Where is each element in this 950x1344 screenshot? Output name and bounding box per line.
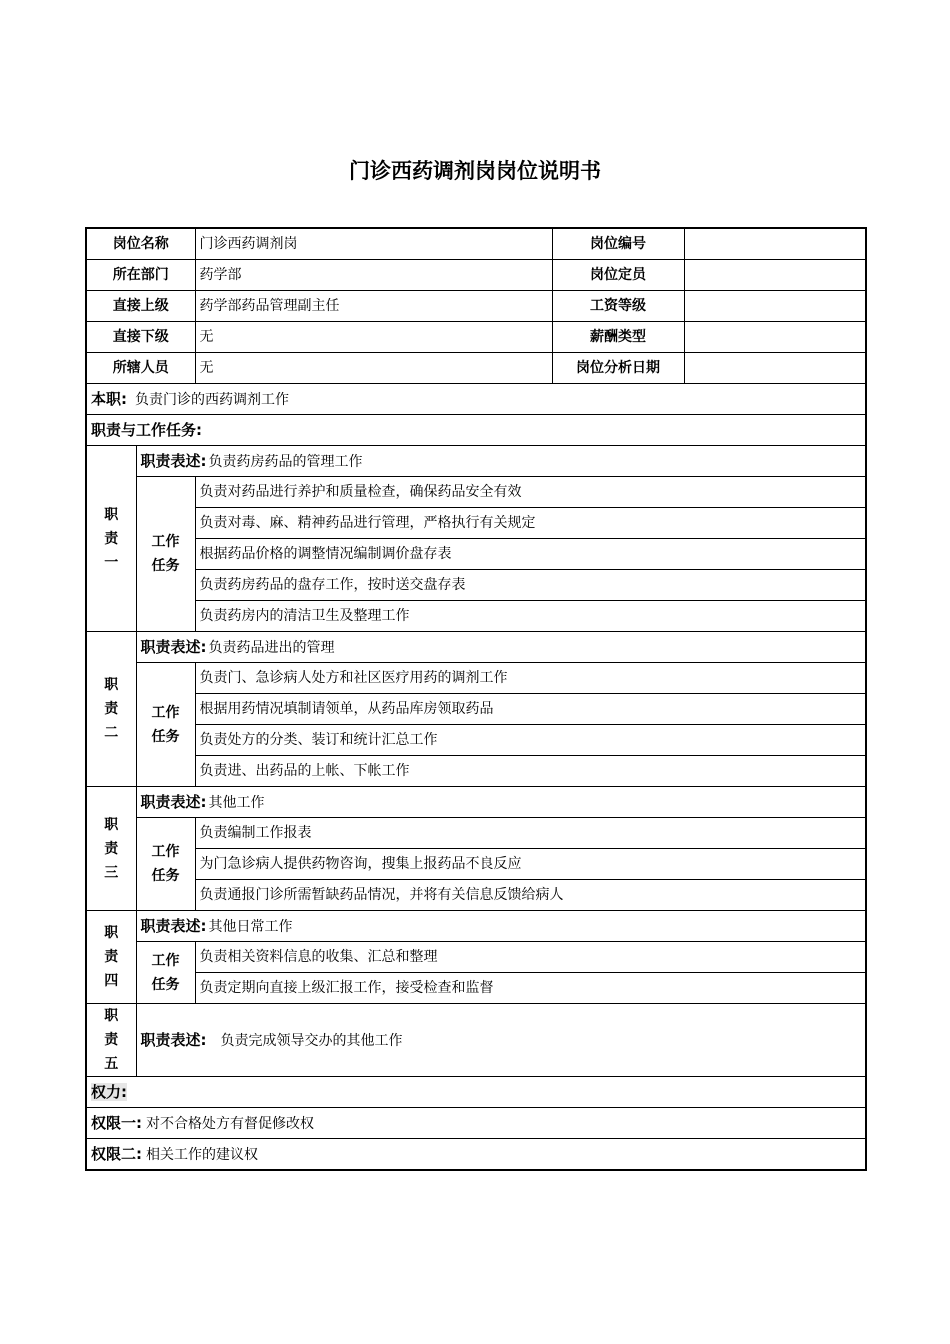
duty-statement — [136, 787, 866, 818]
authority-label: 权力: — [91, 1082, 127, 1101]
field-value — [684, 260, 866, 291]
duty-statement-row — [86, 911, 866, 942]
duty-statement-text: 负责完成领导交办的其他工作 — [220, 1032, 403, 1049]
task-label-text: 工作 任务 — [151, 844, 180, 884]
field-label: 直接上级 — [86, 291, 195, 322]
task-row — [86, 756, 866, 787]
task-text: 负责编制工作报表 — [195, 818, 866, 849]
duty-statement-text: 负责药房药品的管理工作 — [208, 453, 363, 470]
task-text: 根据药品价格的调整情况编制调价盘存表 — [195, 539, 866, 570]
field-label: 岗位定员 — [552, 260, 684, 291]
task-row — [86, 477, 866, 508]
header-row — [86, 291, 866, 322]
duty-statement-row — [86, 787, 866, 818]
duty-statement-row — [86, 446, 866, 477]
duty-name — [86, 446, 136, 632]
authority-item-label: 权限二: — [91, 1144, 142, 1163]
task-row — [86, 663, 866, 694]
field-label: 薪酬类型 — [552, 322, 684, 353]
field-value: 药学部 — [195, 260, 552, 291]
task-text: 负责药房药品的盘存工作，按时送交盘存表 — [195, 570, 866, 601]
field-value: 药学部药品管理副主任 — [195, 291, 552, 322]
duty-statement-label: 职责表述: — [140, 637, 207, 656]
task-label — [136, 818, 195, 911]
duty-name — [86, 1004, 136, 1077]
duty-statement-label: 职责表述: — [140, 1030, 207, 1049]
duties-header — [86, 415, 866, 446]
task-row — [86, 601, 866, 632]
task-row — [86, 880, 866, 911]
field-label: 岗位名称 — [86, 228, 195, 260]
header-row — [86, 228, 866, 260]
field-label: 工资等级 — [552, 291, 684, 322]
task-label-text: 工作 任务 — [151, 704, 180, 745]
task-text: 负责对药品进行养护和质量检查，确保药品安全有效 — [195, 477, 866, 508]
task-text: 负责门、急诊病人处方和社区医疗用药的调剂工作 — [195, 663, 866, 694]
job-description-table — [85, 227, 867, 1171]
duty-name-text: 职 责 五 — [104, 1008, 119, 1072]
main-duty-row — [86, 384, 866, 415]
duty-name — [86, 911, 136, 1004]
task-row — [86, 942, 866, 973]
duty-statement-text: 负责药品进出的管理 — [208, 639, 335, 656]
duties-header-label: 职责与工作任务: — [91, 420, 202, 439]
duty-statement — [136, 911, 866, 942]
task-text: 负责进、出药品的上帐、下帐工作 — [195, 756, 866, 787]
field-label: 岗位编号 — [552, 228, 684, 260]
task-text: 负责相关资料信息的收集、汇总和整理 — [195, 942, 866, 973]
field-value — [684, 291, 866, 322]
task-text: 为门急诊病人提供药物咨询，搜集上报药品不良反应 — [195, 849, 866, 880]
duty-name-text: 职 责 二 — [104, 677, 119, 741]
task-text: 根据用药情况填制请领单，从药品库房领取药品 — [195, 694, 866, 725]
task-row — [86, 570, 866, 601]
field-value — [684, 353, 866, 384]
duty-name-text: 职 责 三 — [104, 816, 119, 881]
duty-statement — [136, 1004, 866, 1077]
duty-statement-row — [86, 1004, 866, 1077]
field-label: 所在部门 — [86, 260, 195, 291]
task-row — [86, 849, 866, 880]
field-value: 无 — [195, 322, 552, 353]
duty-name — [86, 787, 136, 911]
field-label: 所辖人员 — [86, 353, 195, 384]
duty-statement-row — [86, 632, 866, 663]
header-row — [86, 353, 866, 384]
task-text: 负责定期向直接上级汇报工作，接受检查和监督 — [195, 973, 866, 1004]
task-row — [86, 539, 866, 570]
authority-item — [86, 1139, 866, 1171]
task-label-text: 工作 任务 — [151, 534, 180, 574]
main-duty-text: 负责门诊的西药调剂工作 — [135, 391, 289, 408]
duty-statement-text: 其他工作 — [208, 794, 265, 811]
authority-item-text: 相关工作的建议权 — [146, 1146, 258, 1163]
task-text: 负责通报门诊所需暂缺药品情况，并将有关信息反馈给病人 — [195, 880, 866, 911]
task-label-text: 工作 任务 — [151, 952, 180, 993]
authority-item-label: 权限一: — [91, 1113, 142, 1132]
task-row — [86, 694, 866, 725]
main-duty-label: 本职: — [91, 389, 127, 408]
duty-statement — [136, 632, 866, 663]
task-text: 负责对毒、麻、精神药品进行管理，严格执行有关规定 — [195, 508, 866, 539]
task-row — [86, 508, 866, 539]
page-title: 门诊西药调剂岗岗位说明书 — [349, 159, 601, 183]
task-text: 负责药房内的清洁卫生及整理工作 — [195, 601, 866, 632]
header-row — [86, 260, 866, 291]
header-row — [86, 322, 866, 353]
task-label — [136, 942, 195, 1004]
duty-name-text: 职 责 四 — [104, 925, 119, 989]
authority-item-text: 对不合格处方有督促修改权 — [146, 1115, 314, 1132]
duty-statement-label: 职责表述: — [140, 792, 207, 811]
authority-header — [86, 1077, 866, 1108]
field-value: 无 — [195, 353, 552, 384]
field-label: 岗位分析日期 — [552, 353, 684, 384]
duty-name — [86, 632, 136, 787]
field-value: 门诊西药调剂岗 — [195, 228, 552, 260]
duty-statement-text: 其他日常工作 — [208, 918, 293, 935]
duty-statement-label: 职责表述: — [140, 451, 207, 470]
task-label — [136, 477, 195, 632]
task-text: 负责处方的分类、装订和统计汇总工作 — [195, 725, 866, 756]
task-row — [86, 725, 866, 756]
task-row — [86, 973, 866, 1004]
duty-name-text: 职 责 一 — [104, 506, 119, 571]
authority-item — [86, 1108, 866, 1139]
field-value — [684, 322, 866, 353]
field-value — [684, 228, 866, 260]
duty-statement-label: 职责表述: — [140, 916, 207, 935]
task-row — [86, 818, 866, 849]
task-label — [136, 663, 195, 787]
field-label: 直接下级 — [86, 322, 195, 353]
duty-statement — [136, 446, 866, 477]
